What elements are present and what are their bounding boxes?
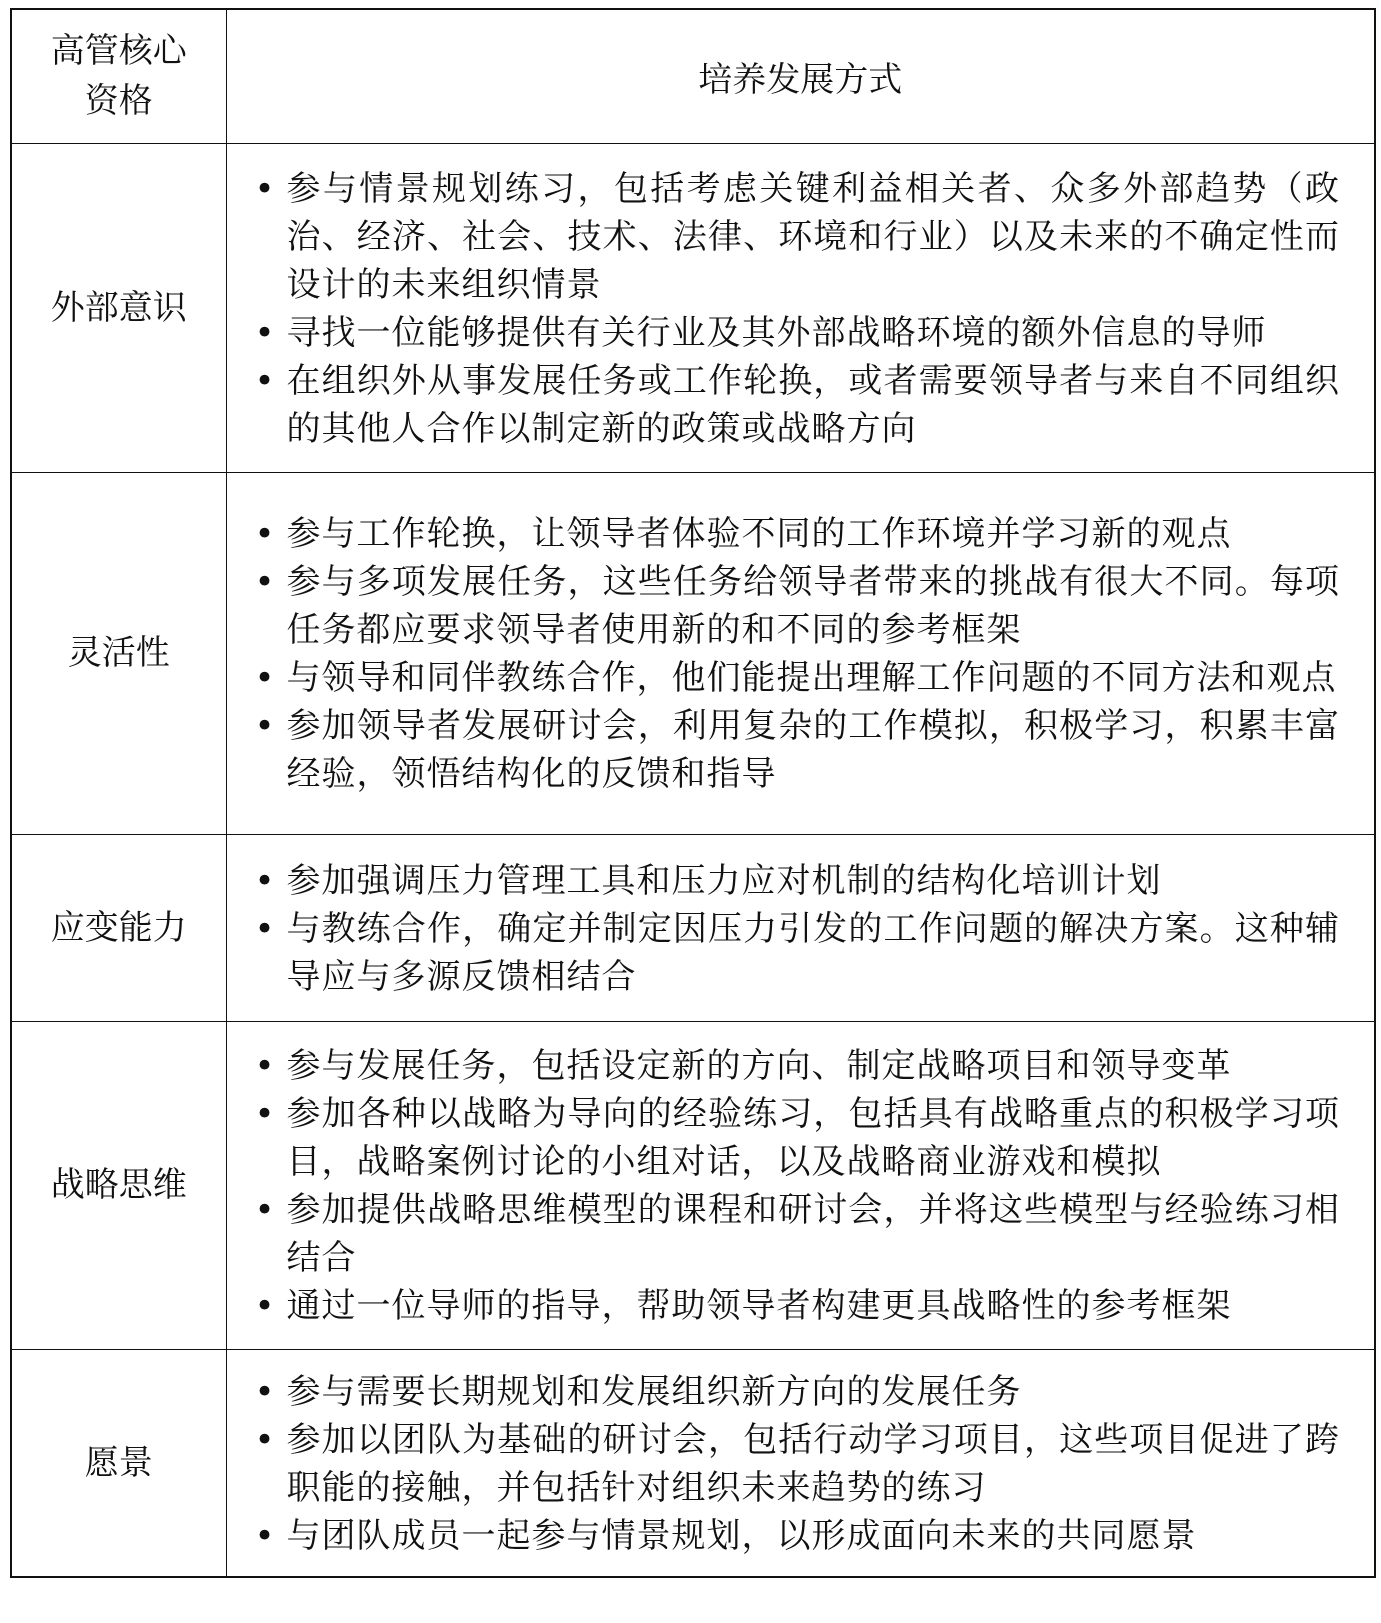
development-methods-cell bbox=[226, 472, 1375, 834]
development-methods-cell bbox=[226, 1021, 1375, 1349]
list-item bbox=[255, 1368, 1341, 1416]
table-body bbox=[11, 143, 1375, 1577]
bullet-icon: • bbox=[254, 1046, 276, 1086]
competency-cell: 应变能力 bbox=[11, 834, 226, 1021]
list-item bbox=[255, 1512, 1341, 1560]
list-item bbox=[255, 857, 1341, 905]
bullet-list bbox=[255, 165, 1341, 453]
list-item bbox=[255, 510, 1341, 558]
table-row bbox=[11, 1349, 1375, 1577]
table-row bbox=[11, 472, 1375, 834]
bullet-icon: • bbox=[254, 1286, 276, 1326]
competency-cell: 战略思维 bbox=[11, 1021, 226, 1349]
header-competency bbox=[11, 9, 226, 143]
list-item bbox=[255, 1090, 1341, 1186]
list-item bbox=[255, 309, 1341, 357]
list-item-text: 参加各种以战略为导向的经验练习，包括具有战略重点的积极学习项目，战略案例讨论的小组对话，以及战略商业游戏和模拟 bbox=[286, 1094, 1340, 1182]
list-item bbox=[255, 558, 1341, 654]
list-item bbox=[255, 1282, 1341, 1330]
development-methods-cell bbox=[226, 1349, 1375, 1577]
list-item-text: 通过一位导师的指导，帮助领导者构建更具战略性的参考框架 bbox=[286, 1286, 1232, 1326]
list-item-text: 参加领导者发展研讨会，利用复杂的工作模拟，积极学习，积累丰富经验，领悟结构化的反馈和指导 bbox=[286, 706, 1340, 794]
list-item bbox=[255, 357, 1341, 453]
header-competency-line1: 高管核心 bbox=[50, 31, 187, 72]
list-item-text: 参与发展任务，包括设定新的方向、制定战略项目和领导变革 bbox=[286, 1046, 1232, 1086]
table-row bbox=[11, 1021, 1375, 1349]
list-item-text: 参加以团队为基础的研讨会，包括行动学习项目，这些项目促进了跨职能的接触，并包括针对组织未来趋势的练习 bbox=[286, 1419, 1340, 1508]
header-competency-line2: 资格 bbox=[84, 81, 153, 122]
bullet-icon: • bbox=[254, 1419, 276, 1460]
list-item-text: 参与需要长期规划和发展组织新方向的发展任务 bbox=[286, 1371, 1022, 1412]
bullet-icon: • bbox=[254, 1190, 276, 1230]
list-item bbox=[255, 905, 1341, 1001]
list-item-text: 参与工作轮换，让领导者体验不同的工作环境并学习新的观点 bbox=[286, 514, 1232, 554]
list-item-text: 参与多项发展任务，这些任务给领导者带来的挑战有很大不同。每项任务都应要求领导者使用新的和不同的参考框架 bbox=[286, 562, 1340, 650]
bullet-icon: • bbox=[254, 562, 276, 602]
bullet-list bbox=[255, 1368, 1341, 1560]
list-item bbox=[255, 654, 1341, 702]
bullet-icon: • bbox=[254, 908, 276, 949]
bullet-icon: • bbox=[254, 312, 276, 353]
bullet-icon: • bbox=[254, 1094, 276, 1134]
competency-development-table-container bbox=[10, 8, 1374, 1578]
list-item-text: 与领导和同伴教练合作，他们能提出理解工作问题的不同方法和观点 bbox=[286, 658, 1337, 698]
competency-cell: 愿景 bbox=[11, 1349, 226, 1577]
development-methods-cell bbox=[226, 834, 1375, 1021]
list-item bbox=[255, 1042, 1341, 1090]
development-methods-cell bbox=[226, 143, 1375, 472]
bullet-icon: • bbox=[254, 360, 276, 401]
competency-cell: 灵活性 bbox=[11, 472, 226, 834]
table-row bbox=[11, 834, 1375, 1021]
list-item-text: 在组织外从事发展任务或工作轮换，或者需要领导者与来自不同组织的其他人合作以制定新的政策或战略方向 bbox=[286, 360, 1340, 449]
competency-development-table bbox=[10, 8, 1376, 1578]
bullet-icon: • bbox=[254, 514, 276, 554]
bullet-icon: • bbox=[254, 860, 276, 901]
list-item-text: 参加强调压力管理工具和压力应对机制的结构化培训计划 bbox=[286, 860, 1162, 901]
bullet-list bbox=[255, 857, 1341, 1001]
list-item-text: 与团队成员一起参与情景规划，以形成面向未来的共同愿景 bbox=[286, 1515, 1197, 1556]
list-item bbox=[255, 1416, 1341, 1512]
bullet-list bbox=[255, 510, 1341, 798]
bullet-icon: • bbox=[254, 168, 276, 209]
list-item bbox=[255, 165, 1341, 309]
list-item-text: 寻找一位能够提供有关行业及其外部战略环境的额外信息的导师 bbox=[286, 312, 1267, 353]
list-item-text: 与教练合作，确定并制定因压力引发的工作问题的解决方案。这种辅导应与多源反馈相结合 bbox=[286, 908, 1340, 997]
bullet-icon: • bbox=[254, 658, 276, 698]
list-item-text: 参与情景规划练习，包括考虑关键利益相关者、众多外部趋势（政治、经济、社会、技术、法律、环境和行业）以及未来的不确定性而设计的未来组织情景 bbox=[286, 168, 1340, 305]
list-item bbox=[255, 702, 1341, 798]
table-row bbox=[11, 143, 1375, 472]
list-item bbox=[255, 1186, 1341, 1282]
bullet-icon: • bbox=[254, 706, 276, 746]
bullet-list bbox=[255, 1042, 1341, 1330]
bullet-icon: • bbox=[254, 1371, 276, 1412]
table-header-row bbox=[11, 9, 1375, 143]
competency-cell: 外部意识 bbox=[11, 143, 226, 472]
bullet-icon: • bbox=[254, 1515, 276, 1556]
list-item-text: 参加提供战略思维模型的课程和研讨会，并将这些模型与经验练习相结合 bbox=[286, 1190, 1340, 1278]
header-development-methods: 培养发展方式 bbox=[226, 9, 1375, 143]
